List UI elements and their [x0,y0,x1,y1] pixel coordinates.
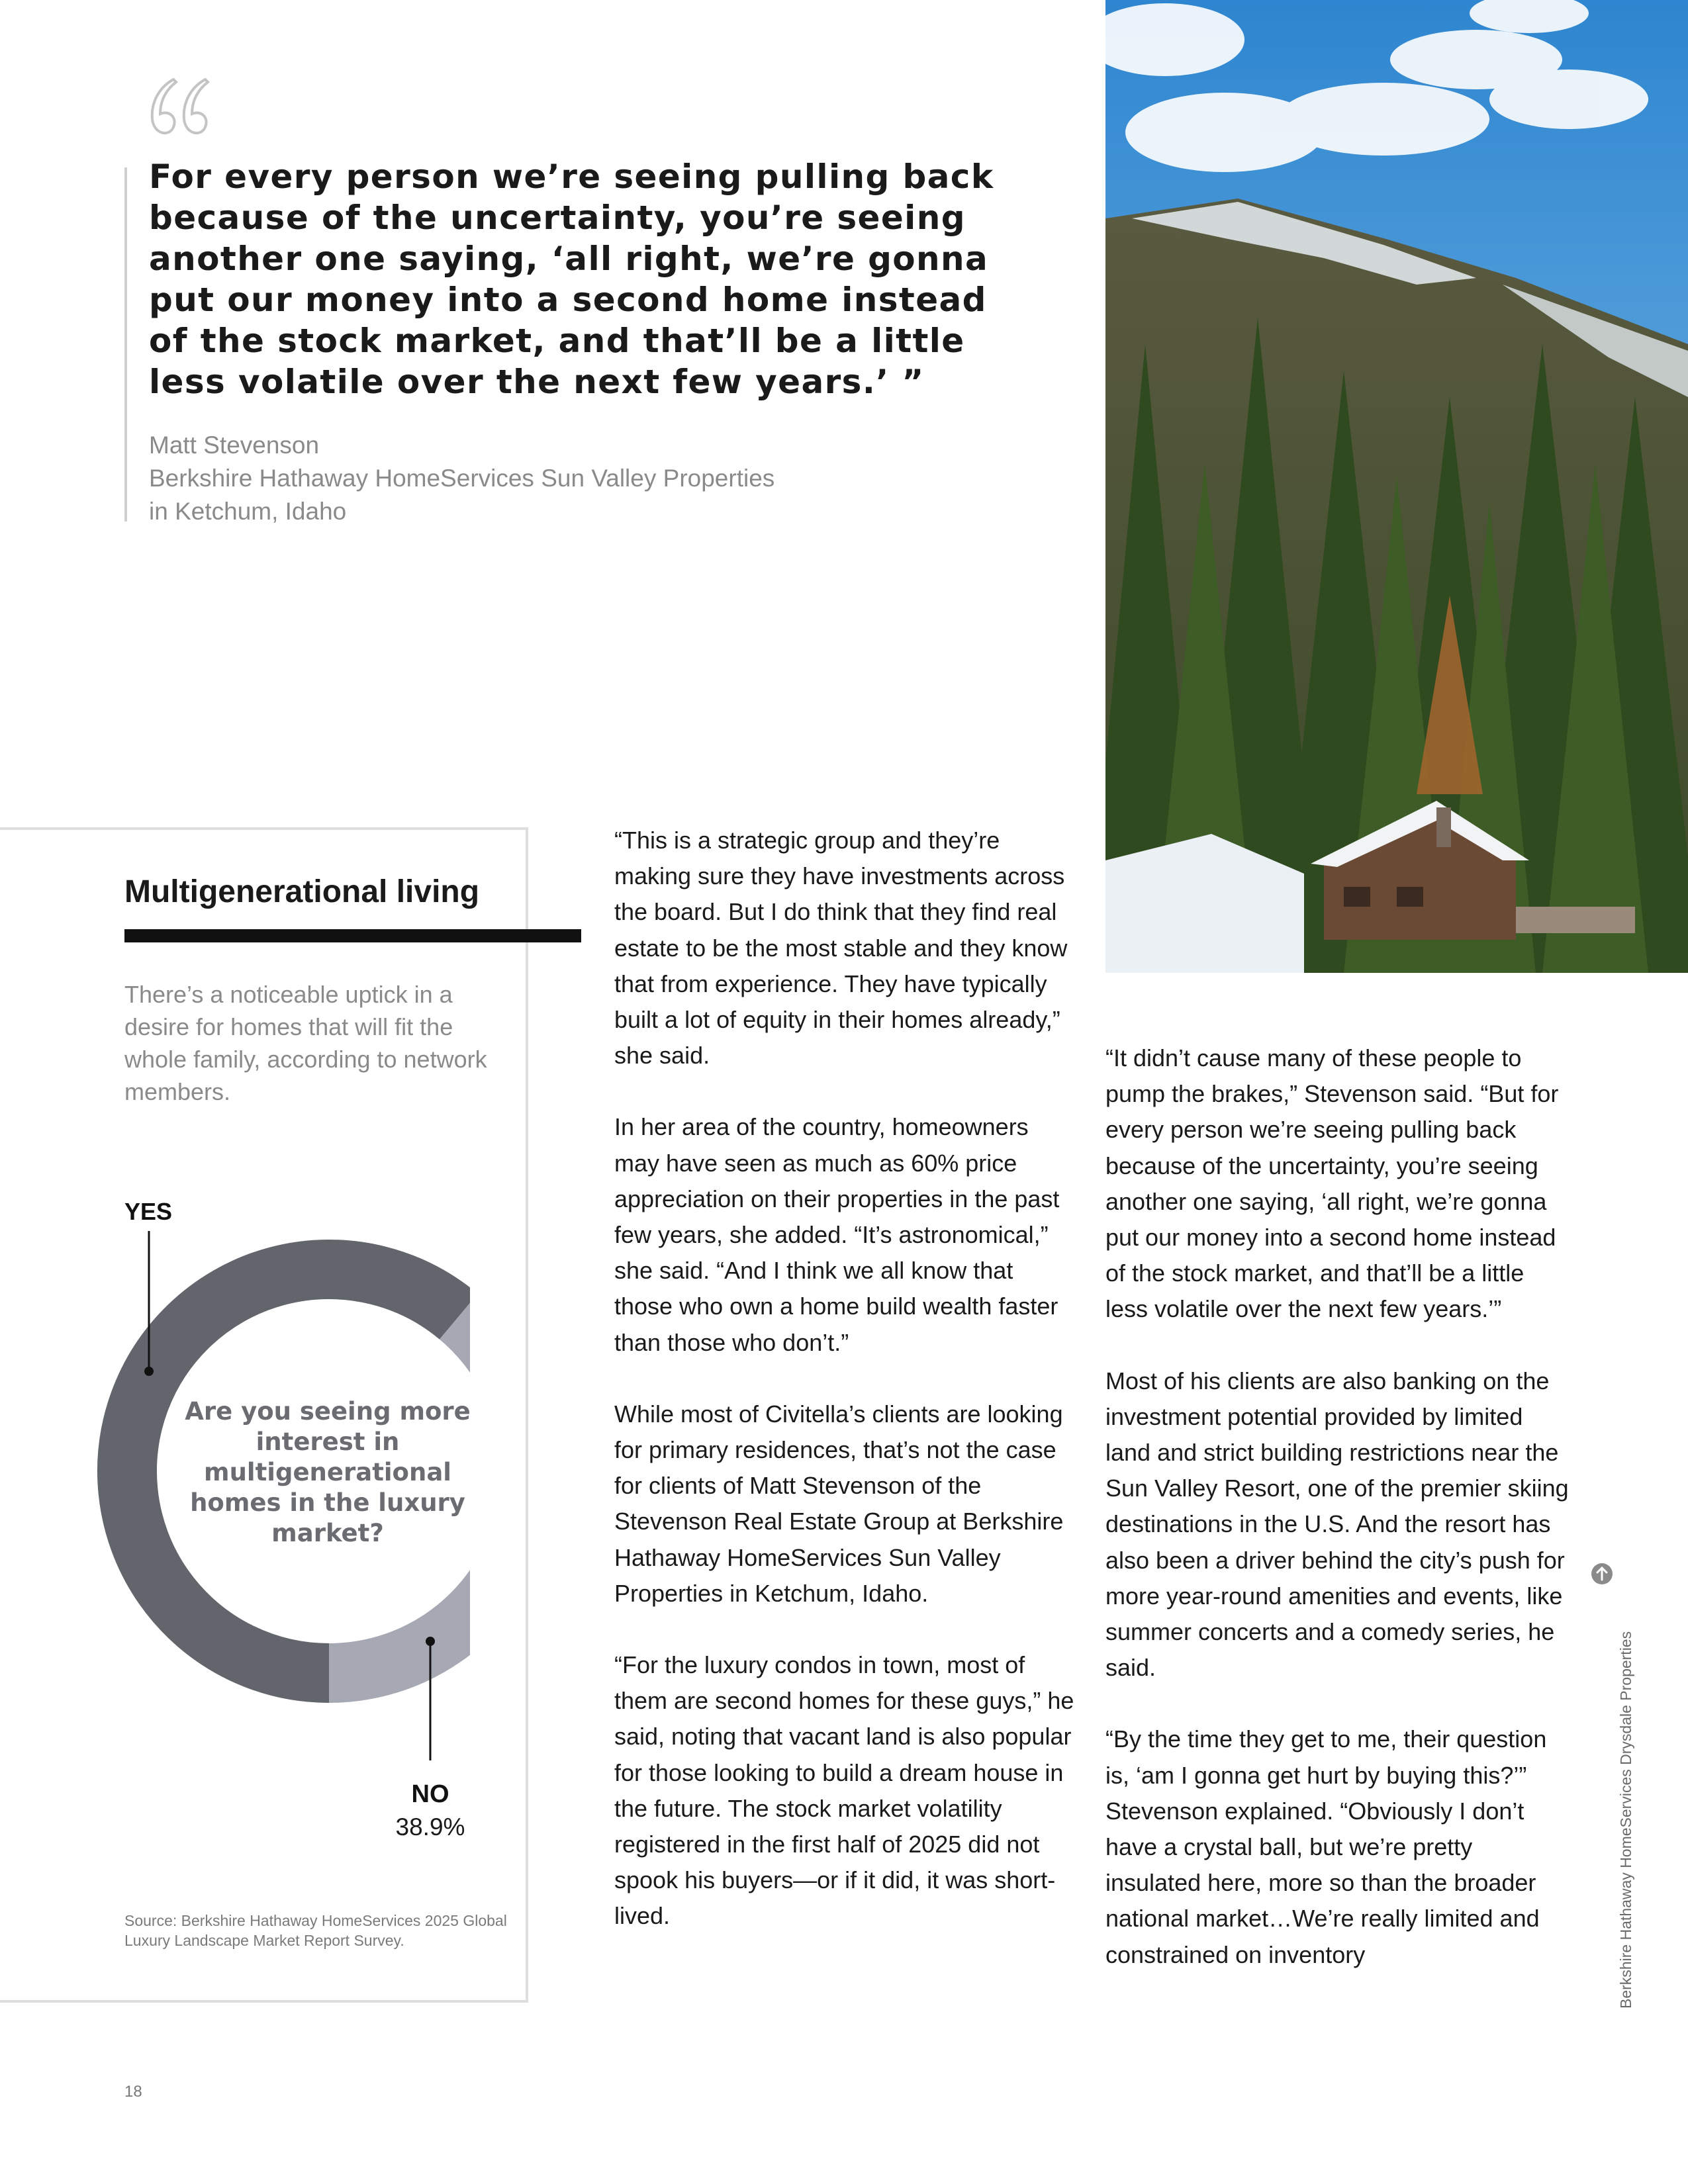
paragraph: Most of his clients are also banking on the investment potential provided by limited land and strict building restrictions near the Sun Valley Resort, one of the premier skiing destinations in the U.S. And the resort has also been a driver behind the city’s push for more year-round amenities and events, like summer concerts and a comedy series, he said. [1105,1367,1569,1682]
quote-accent-bar [124,167,127,522]
sidebar-title: Multigenerational living [124,874,480,909]
paragraph: While most of Civitella’s clients are looking for primary residences, that’s not the case for clients of Matt Stevenson of the Stevenson Real Estate Group at Berkshire Hathaway HomeServices Sun Valley Properties in Ketchum, Idaho. [614,1400,1064,1607]
pull-quote-text: For every person we’re seeing pulling back because of the uncertainty, you’re seeing another one saying, ‘all right, we’re gonna put our money into a second home instead of the stock market, and that’ll be a little less volatile over the next few years.’ ” [149,158,994,401]
sidebar-title-rule [124,929,581,942]
quote-author-company: Berkshire Hathaway HomeServices Sun Valley Properties [149,465,775,492]
chart-title: Are you seeing more interest in multigenerational homes in the luxury market? [185,1397,471,1547]
photo-credit: Berkshire Hathaway HomeServices Drysdale Properties [1617,1631,1634,2009]
paragraph: “It didn’t cause many of these people to pump the brakes,” Stevenson said. “But for every person we’re seeing pulling back because of the uncertainty, you’re seeing another one saying, ‘all right, we’re gonna put our money into a second home instead of the stock market, and that’ll be a little less volatile over the next few years.’” [1105,1044,1559,1323]
paragraph: “For the luxury condos in town, most of them are second homes for these guys,” he said, noting that vacant land is also popular for those looking to build a dream house in the future. The stock market volatility registered in the first half of 2025 did not spook his buyers—or if it did, it was short-lived. [614,1651,1074,1930]
mountain-forest-photo [1105,0,1688,973]
page-number: 18 [124,2083,142,2101]
leader-line-yes-dot [144,1367,154,1376]
paragraph: “This is a strategic group and they’re making sure they have investments across the board. But I do think that they find real estate to be the most stable and they know that from experience. They have typically built a lot of equity in their homes already,” she said. [614,827,1068,1069]
quote-author-name: Matt Stevenson [149,432,320,459]
quote-attribution [149,429,1009,528]
chart-value-no: 38.9% [395,1813,465,1841]
body-column-2 [1105,1040,1569,2009]
chart-label-yes: YES [124,1198,173,1225]
arrow-up-icon [1590,1562,1614,1586]
paragraph: In her area of the country, homeowners may have seen as much as 60% price appreciation on their properties in the past few years, she added. “It’s astronomical,” she said. “And I think we all know that those who own a home build wealth faster than those who don’t.” [614,1113,1060,1356]
chart-source: Source: Berkshire Hathaway HomeServices 2025 Global Luxury Landscape Market Report Survey. [124,1912,507,1949]
paragraph: “By the time they get to me, their question is, ‘am I gonna get hurt by buying this?’” Stevenson explained. “Obviously I don’t have a crystal ball, but we’re pretty insulated here, more so than the broader national market…We’re really limited and constrained on inventory [1105,1725,1547,1968]
body-column-1 [614,823,1078,1970]
chart-label-no: NO [411,1780,449,1808]
leader-line-no-dot [426,1637,435,1646]
quote-author-location: in Ketchum, Idaho [149,498,347,525]
quotation-mark-icon [146,73,212,146]
sidebar-description: There’s a noticeable uptick in a desire for homes that will fit the whole family, according to network members. [124,981,487,1105]
